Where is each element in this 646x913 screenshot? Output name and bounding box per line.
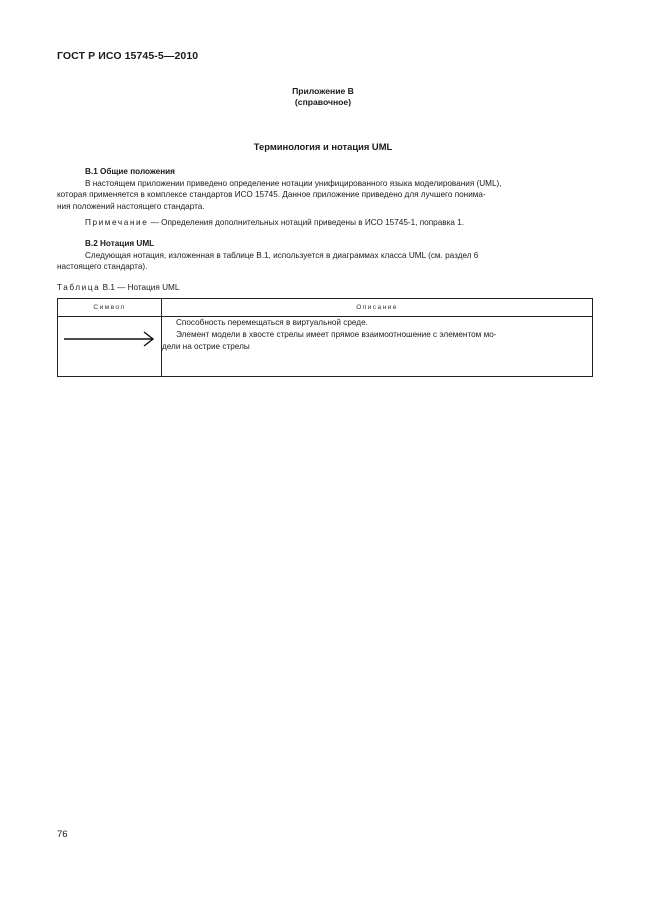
- col-header-symbol: Символ: [58, 299, 162, 317]
- notation-table: [57, 298, 593, 377]
- description-line: Элемент модели в хвосте стрелы имеет прямое взаимоотношение с элементом мо-: [176, 329, 497, 339]
- b2-paragraph-line: Следующая нотация, изложенная в таблице В.1, используется в диаграммах класса UML (см. раздел 6: [85, 250, 479, 260]
- note-text: — Определения дополнительных нотаций приведены в ИСО 15745-1, поправка 1.: [148, 218, 465, 228]
- b1-paragraph-line: В настоящем приложении приведено определение нотации унифицированного языка моделирования (UML),: [85, 178, 502, 188]
- b2-paragraph-line: настоящего стандарта).: [57, 262, 148, 272]
- table-row: [58, 317, 593, 377]
- section-title: Терминология и нотация UML: [253, 141, 393, 152]
- col-header-description: Описание: [162, 299, 593, 317]
- appendix-subtitle: (справочное): [294, 97, 352, 107]
- b2-heading: В.2 Нотация UML: [85, 239, 155, 248]
- symbol-cell: [58, 317, 162, 377]
- section-b2: [57, 238, 593, 273]
- section-b1: [57, 166, 593, 229]
- table-header-row: [58, 299, 593, 317]
- table-caption-label: Таблица: [57, 283, 101, 292]
- description-cell: [162, 317, 593, 377]
- note-label: Примечание: [85, 218, 149, 228]
- b1-heading: В.1 Общие положения: [85, 167, 175, 176]
- description-line: Способность перемещаться в виртуальной среде.: [176, 318, 368, 327]
- b1-paragraph-line: ния положений настоящего стандарта.: [57, 201, 205, 211]
- b1-paragraph-line: которая применяется в комплексе стандартов ИСО 15745. Данное приложение приведено для лучшего понима-: [57, 190, 486, 200]
- appendix-title: Приложение В: [292, 86, 354, 96]
- document-header: ГОСТ Р ИСО 15745-5—2010: [57, 50, 199, 62]
- table-caption: [57, 282, 179, 294]
- table-caption-text: В.1 — Нотация UML: [100, 283, 180, 292]
- arrow-right-icon: [58, 317, 161, 374]
- description-line: дели на острие стрелы: [162, 341, 250, 351]
- b1-note: [57, 217, 593, 229]
- page-number: 76: [57, 829, 68, 840]
